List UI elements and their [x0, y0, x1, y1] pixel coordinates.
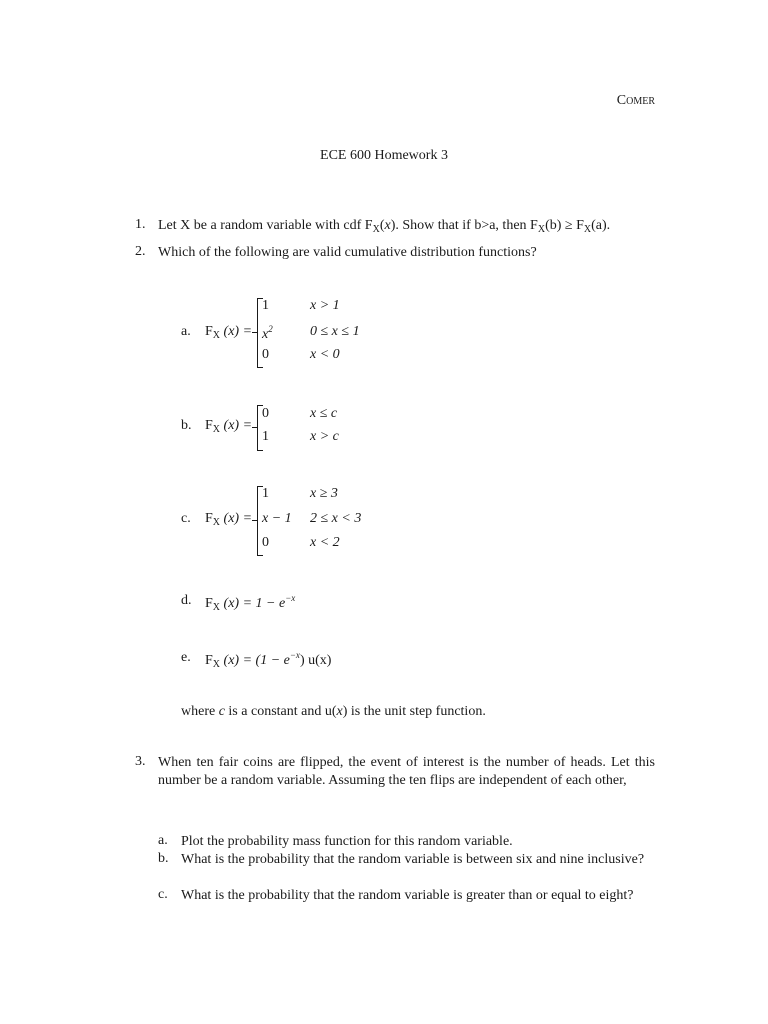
function-a-lhs: $F_X$ (x) = [205, 324, 253, 341]
problem-1-number: 1. [135, 217, 146, 232]
function-c-lhs: $F_X$ (x) = [205, 511, 253, 528]
function-a-row1-condition: x > 1 [310, 298, 340, 313]
function-b-row1-condition: x ≤ c [310, 406, 338, 421]
function-a-row2-condition: 0 ≤ x ≤ 1 [310, 324, 360, 339]
problem-3b-text: What is the probability that the random variable is between six and nine inclusive? [181, 852, 645, 867]
function-a-row3-value: 0 [262, 347, 269, 362]
problem-2-text: Which of the following are valid cumulative distribution functions? [158, 245, 537, 260]
function-e-label: e. [181, 650, 191, 665]
problem-3c-label: c. [158, 887, 168, 902]
function-c-row3-condition: x < 2 [310, 535, 340, 550]
function-c-row2-value: x − 1 [262, 511, 292, 526]
problem-3a-text: Plot the probability mass function for this random variable. [181, 834, 513, 849]
problem-3c-text: What is the probability that the random variable is greater than or equal to eight? [181, 888, 634, 903]
author-header: Comer [616, 93, 655, 108]
function-c-label: c. [181, 511, 191, 526]
problem-2-number: 2. [135, 244, 146, 259]
where-note: where c is a constant and u(x) is the unit step function. [181, 704, 486, 719]
problem-3a-label: a. [158, 833, 168, 848]
page-title: ECE 600 Homework 3 [320, 148, 448, 163]
problem-3-text: When ten fair coins are flipped, the event of interest is the number of heads. Let this number be a random variable. Assuming the ten flips are independent of each other, [158, 755, 655, 788]
problem-1-text: Let X be a random variable with cdf $F_X(x)$. Show that if b>a, then $F_X(b) \ge F_X(a)$. [158, 218, 611, 235]
function-b-row2-value: 1 [262, 429, 269, 444]
function-a-label: a. [181, 324, 191, 339]
function-a-row3-condition: x < 0 [310, 347, 340, 362]
function-a-row2-value: $x^2$ [262, 324, 273, 342]
function-e-expression: $F_X$ $(x) = (1 - e^{-x})$ u(x) [205, 650, 332, 670]
function-c-row3-value: 0 [262, 535, 269, 550]
function-b-row1-value: 0 [262, 406, 269, 421]
function-c-row2-condition: 2 ≤ x < 3 [310, 511, 362, 526]
problem-3-number: 3. [135, 754, 146, 769]
function-c-row1-value: 1 [262, 486, 269, 501]
function-d-expression: $F_X$ $(x) = 1 - e^{-x}$ [205, 593, 296, 613]
function-b-row2-condition: x > c [310, 429, 339, 444]
problem-3b-label: b. [158, 851, 169, 866]
function-b-label: b. [181, 418, 192, 433]
function-d-label: d. [181, 593, 192, 608]
function-c-row1-condition: x ≥ 3 [310, 486, 338, 501]
function-b-lhs: $F_X$ (x) = [205, 418, 253, 435]
function-a-row1-value: 1 [262, 298, 269, 313]
